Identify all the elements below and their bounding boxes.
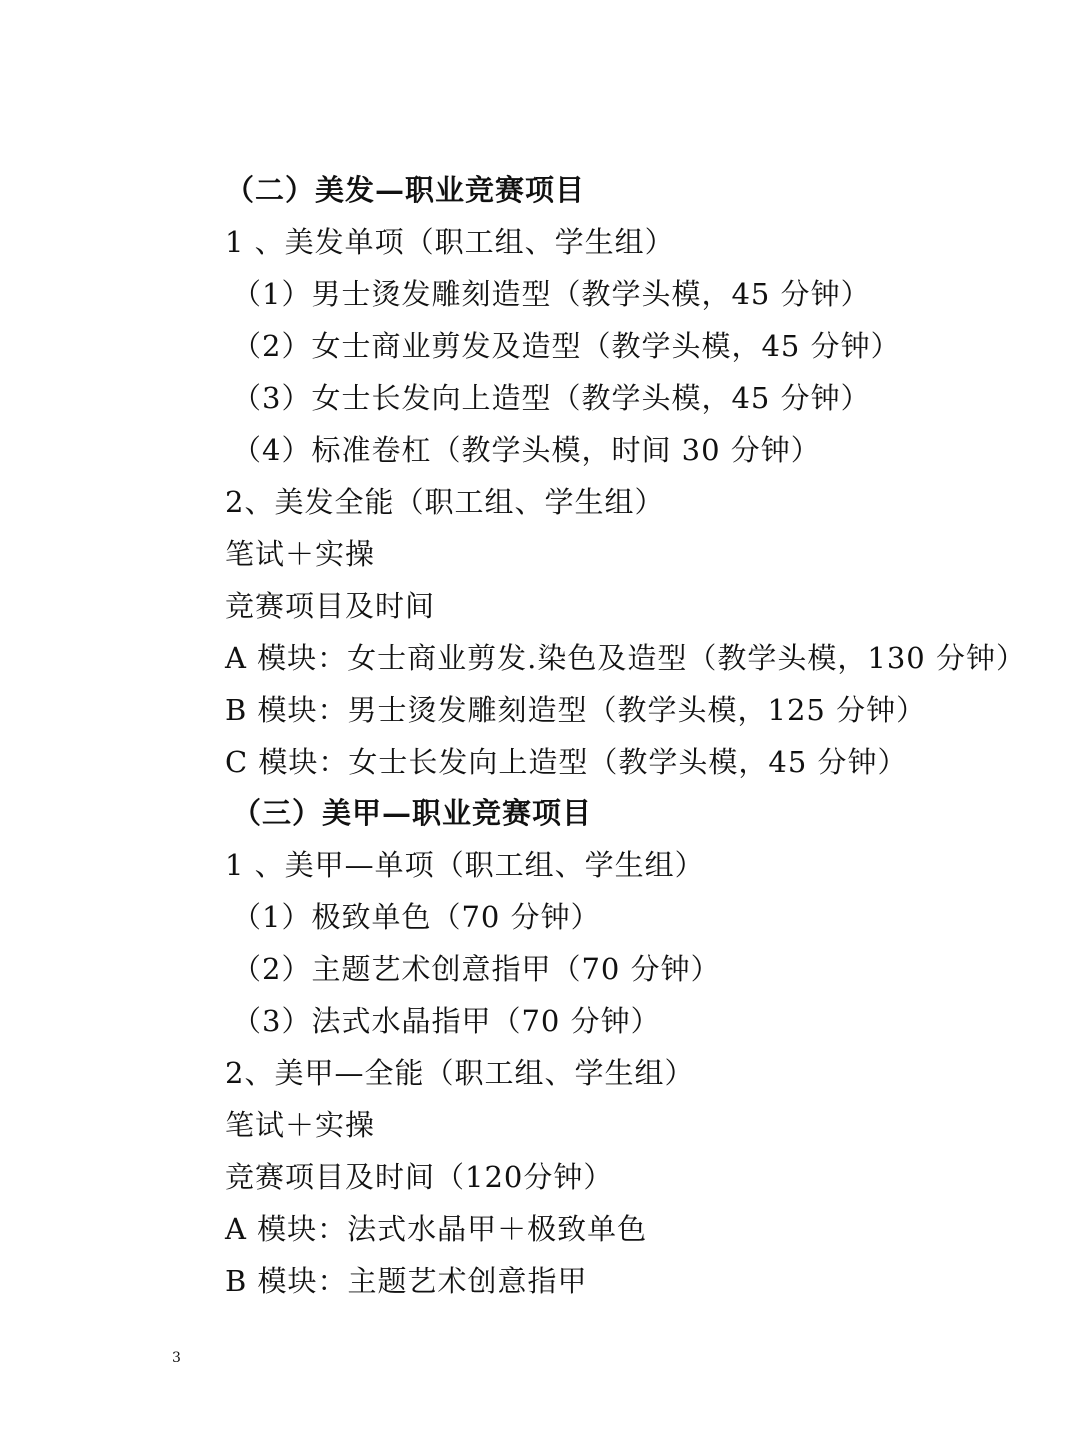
text-line: （3）女士长发向上造型（教学头模，45 分钟）	[232, 381, 871, 415]
text-line: 笔试＋实操	[225, 537, 376, 571]
text-line: （3）法式水晶指甲（70 分钟）	[232, 1004, 661, 1038]
text-line: （2）女士商业剪发及造型（教学头模，45 分钟）	[232, 329, 901, 363]
text-line: （1）极致单色（70 分钟）	[232, 900, 601, 934]
section-heading-nails: （三）美甲—职业竞赛项目	[232, 796, 593, 830]
text-line: 竞赛项目及时间（120分钟）	[225, 1160, 614, 1194]
section-heading-hairdressing: （二）美发—职业竞赛项目	[225, 173, 586, 207]
text-line: 1 、美甲—单项（职工组、学生组）	[225, 848, 705, 882]
text-line: C 模块：女士长发向上造型（教学头模，45 分钟）	[225, 745, 908, 779]
text-line: 2、美发全能（职工组、学生组）	[225, 485, 665, 519]
text-line: B 模块：男士烫发雕刻造型（教学头模，125 分钟）	[225, 693, 927, 727]
text-line: （4）标准卷杠（教学头模，时间 30 分钟）	[232, 433, 821, 467]
text-line: （2）主题艺术创意指甲（70 分钟）	[232, 952, 721, 986]
text-line: （1）男士烫发雕刻造型（教学头模，45 分钟）	[232, 277, 871, 311]
text-line: 1 、美发单项（职工组、学生组）	[225, 225, 675, 259]
text-line: 笔试＋实操	[225, 1108, 376, 1142]
text-line: 2、美甲—全能（职工组、学生组）	[225, 1056, 695, 1090]
text-line: 竞赛项目及时间	[225, 589, 436, 623]
page-number: 3	[172, 1350, 181, 1366]
text-line: A 模块：女士商业剪发.染色及造型（教学头模，130 分钟）	[225, 641, 1026, 675]
text-line: A 模块：法式水晶甲＋极致单色	[225, 1212, 648, 1246]
text-line: B 模块：主题艺术创意指甲	[225, 1264, 588, 1298]
